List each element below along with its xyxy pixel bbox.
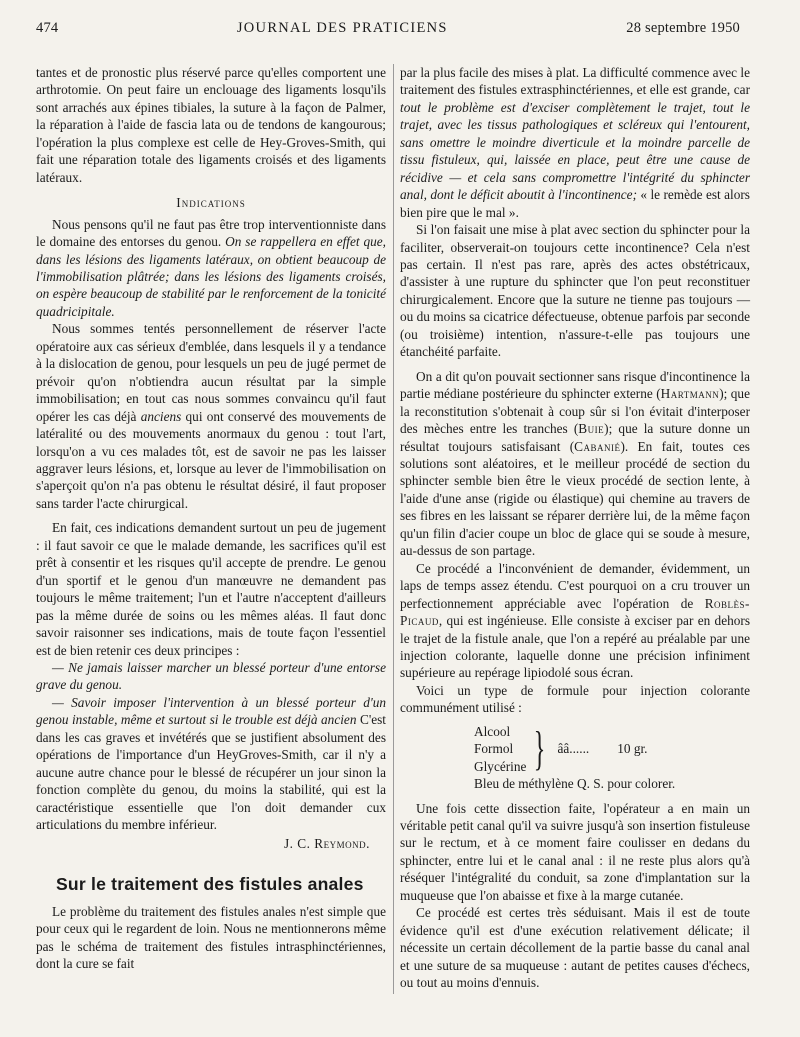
section-subheading: Indications (176, 195, 246, 211)
text-span: par la plus facile des mises à plat. La difficulté commence avec le traitement des fistules extrasphinctériennes, et elle est grande, car (400, 65, 750, 98)
formula-ingredient: Glycérine (474, 758, 527, 774)
brace-icon: } (534, 721, 546, 775)
paragraph: En fait, ces indications demandent surtout un peu de jugement : il faut savoir ce que le malade demande, les sacrifices qu'il est prêt à consentir et les risques qu'il accepte de prendre. Le genou d'un sportif et le genou d'un manœuvre ne demandent pas toujours le même traitement; l'un et l'autre n'acceptent d'ailleurs pas la même durée de soins ou les mêmes aléas. Il faut donc savoir raisonner ses indications, mais de toute façon l'essentiel est de bien retenir ces deux principes : (36, 520, 386, 658)
text-span: « le remède est alors bien pire que le mal ». (400, 187, 750, 220)
text-span: ); que la suture donne un résultat toujours satisfaisant ( (400, 421, 750, 454)
formula-ingredient: Alcool (474, 723, 511, 739)
paragraph: Une fois cette dissection faite, l'opérateur a en main un véritable petit canal qu'il va suivre jusqu'à son insertion fistuleuse sur le rectum, et à ce moment faire coulisser en dedans du sphincter, entre lui et le canal anal : il ne reste plus alors qu'à réséquer l'intégralité du conduit, sa zone d'implantation sur la muqueuse que l'on abaisse et fixe à la marge cutanée. (400, 800, 750, 903)
italic-span: On se rappellera en effet que, dans les lésions des ligaments latéraux, on obtient beaucoup de l'immobilisation plâtrée; dans les lésions des ligaments croisés, on espère beaucoup de stabilité par le renforcement de la tonicité quadricipitale. (36, 234, 387, 319)
text-span: ); que la reconstitution s'obtenait à coup sûr si l'on évitait d'interposer des mèches entre les tranches ( (400, 386, 750, 437)
author-name: Cabanié (574, 438, 621, 454)
italic-span: tout le problème est d'exciser complètement le trajet, tout le trajet, avec les tissus pathologiques et scléreux qui l'entourent, sans omettre le moindre diverticule et la moindre parcelle de tissu fistuleux, qui, laissée en place, peut être une cause de récidive — et cela sans compromettre l'intégrité du sphincter anal, dont le déficit aboutit à l'incontinence; (400, 99, 750, 203)
paragraph (400, 368, 750, 560)
paragraph (36, 216, 386, 321)
text-span: On a dit qu'on pouvait sectionner sans risque d'incontinence la partie médiane postérieure du sphincter externe ( (400, 368, 750, 402)
text-span: Nous pensons qu'il ne faut pas être trop interventionniste dans le domaine des entorses du genou. (36, 216, 386, 250)
author-name: Hartmann (660, 386, 720, 402)
paragraph (400, 64, 750, 221)
italic-span: anciens (140, 408, 182, 424)
text-span: , qui est ingénieuse. Elle consiste à exciser par en dehors le trajet de la fistule anale, que l'on a repéré au préalable par une injection colorante, laquelle donne une précision infiniment supérieure au repérage lipiodolé sous écran. (400, 613, 750, 681)
italic-span: — Ne jamais laisser marcher un blessé porteur d'une entorse grave du genou. (36, 659, 386, 693)
author-name: Roblès-Picaud (400, 595, 750, 629)
text-span: ). En fait, toutes ces solutions sont aléatoires, et le meilleur procédé de section du sphincter semble bien être le vieux procédé de section lente, à l'aide d'une anse (rigide ou élastique) qui chemine au travers de ses fibres en les laissant se réparer derrière lui, de la même façon qu'un filin d'acier coupe un bloc de glace qui se soude à mesure, au-dessus de son partage. (400, 438, 750, 559)
paragraph (36, 320, 386, 512)
formula-quantity: 10 gr. (617, 741, 648, 757)
article-title: Sur le traitement des fistules anales (56, 873, 364, 894)
paragraph (36, 694, 386, 834)
italic-span: — Savoir imposer l'intervention à un blessé porteur d'un genou instable, même et surtout si le trouble est déjà ancien (36, 694, 386, 728)
paragraph: Le problème du traitement des fistules anales n'est simple que pour ceux qui le regardent de loin. Nous ne mentionnerons même pas le schéma de traitement des fistules intrasphinctériennes, dont la cure se fait (36, 903, 386, 972)
page-header (36, 20, 740, 42)
text-span: qui ont conservé des mouvements de latéralité ou des mouvements anormaux du genou : tout l'art, lorsqu'on a vu ces malades tôt, est de savoir ne pas les laisser aggraver leurs lésions, et, lorsque au lever de l'immobilisation on s'aperçoit qu'on n'a pas obtenu le résultat désiré, il faut proposer sans tarder l'acte chirurgical. (36, 408, 387, 511)
journal-title: JOURNAL DES PRATICIENS (236, 20, 448, 36)
left-column (36, 64, 386, 973)
author-signature: J. C. Reymond. (283, 836, 370, 852)
formula-last-line: Bleu de méthylène Q. S. pour colorer. (474, 776, 676, 792)
paragraph: Voici un type de formule pour injection colorante communément utilisé : (400, 682, 750, 716)
page-number: 474 (36, 20, 59, 36)
paragraph (36, 659, 386, 694)
formula-aa: ââ...... (557, 741, 590, 757)
injection-formula (400, 723, 750, 793)
column-divider (393, 64, 394, 994)
author-name: Buie (578, 421, 605, 437)
text-span: Ce procédé a l'inconvénient de demander, évidemment, un laps de temps assez étendu. C'est pourquoi on a cru trouver un perfectionnement appréciable avec l'opération de (400, 560, 750, 611)
right-column (400, 64, 750, 992)
paragraph: tantes et de pronostic plus réservé parce qu'elles comportent une arthrotomie. On peut faire un enclouage des ligaments losqu'ils sont arrachés aux épines tibiales, la suture à la façon de Palmer, la réparation à l'aide de fascia lata ou de tendons de kangourous; l'opération la plus complexe est celle de Hey-Groves-Smith, qui fait une réparation totale des ligaments croisés et des ligaments latéraux. (36, 65, 386, 185)
text-span: C'est dans les cas graves et invétérés que se justifient absolument des opérations de l'importance d'un HeyGroves-Smith, car il n'y a aucune autre chance pour le blessé de récupérer un jour sinon la fonction complète du genou, du moins la stabilité, qui est la caractéristique essentielle que l'on doit demander cux articulations du membre inférieur. (36, 712, 386, 833)
formula-ingredient: Formol (474, 741, 514, 757)
paragraph: Ce procédé est certes très séduisant. Mais il est de toute évidence qu'il est d'une exécution relativement délicate; il nécessite un certain décollement de la partie basse du canal anal et une suture de sa muqueuse : autant de petites causes d'échecs, ou tout au moins d'ennuis. (400, 905, 750, 991)
paragraph: Si l'on faisait une mise à plat avec section du sphincter pour la faciliter, observerait-on toujours cette incontinence? Cela n'est pas certain. Il n'est pas rare, après des actes obstétricaux, d'assister à une rupture du sphincter que l'on peut reconstituer chirurgicalement. Encore que la suture ne tienne pas toujours — ou du moins sa cicatrice défectueuse, obtenue parfois par seconde (ou troisième) intention, n'assure-t-elle pas toujours une étanchéité parfaite. (400, 222, 751, 360)
paragraph (400, 560, 750, 682)
text-span: Nous sommes tentés personnellement de réserver l'acte opératoire aux cas sérieux d'emblée, dans lesquels il y a tendance à la dislocation de genou, pour lesquels un peu de jugé permet de prévoir qu'on n'obtiendra aucun résultat par la simple immobilisation; en tout cas nous sommes convaincu qu'il faut opérer les cas déjà (36, 321, 386, 424)
issue-date: 28 septembre 1950 (626, 20, 740, 36)
